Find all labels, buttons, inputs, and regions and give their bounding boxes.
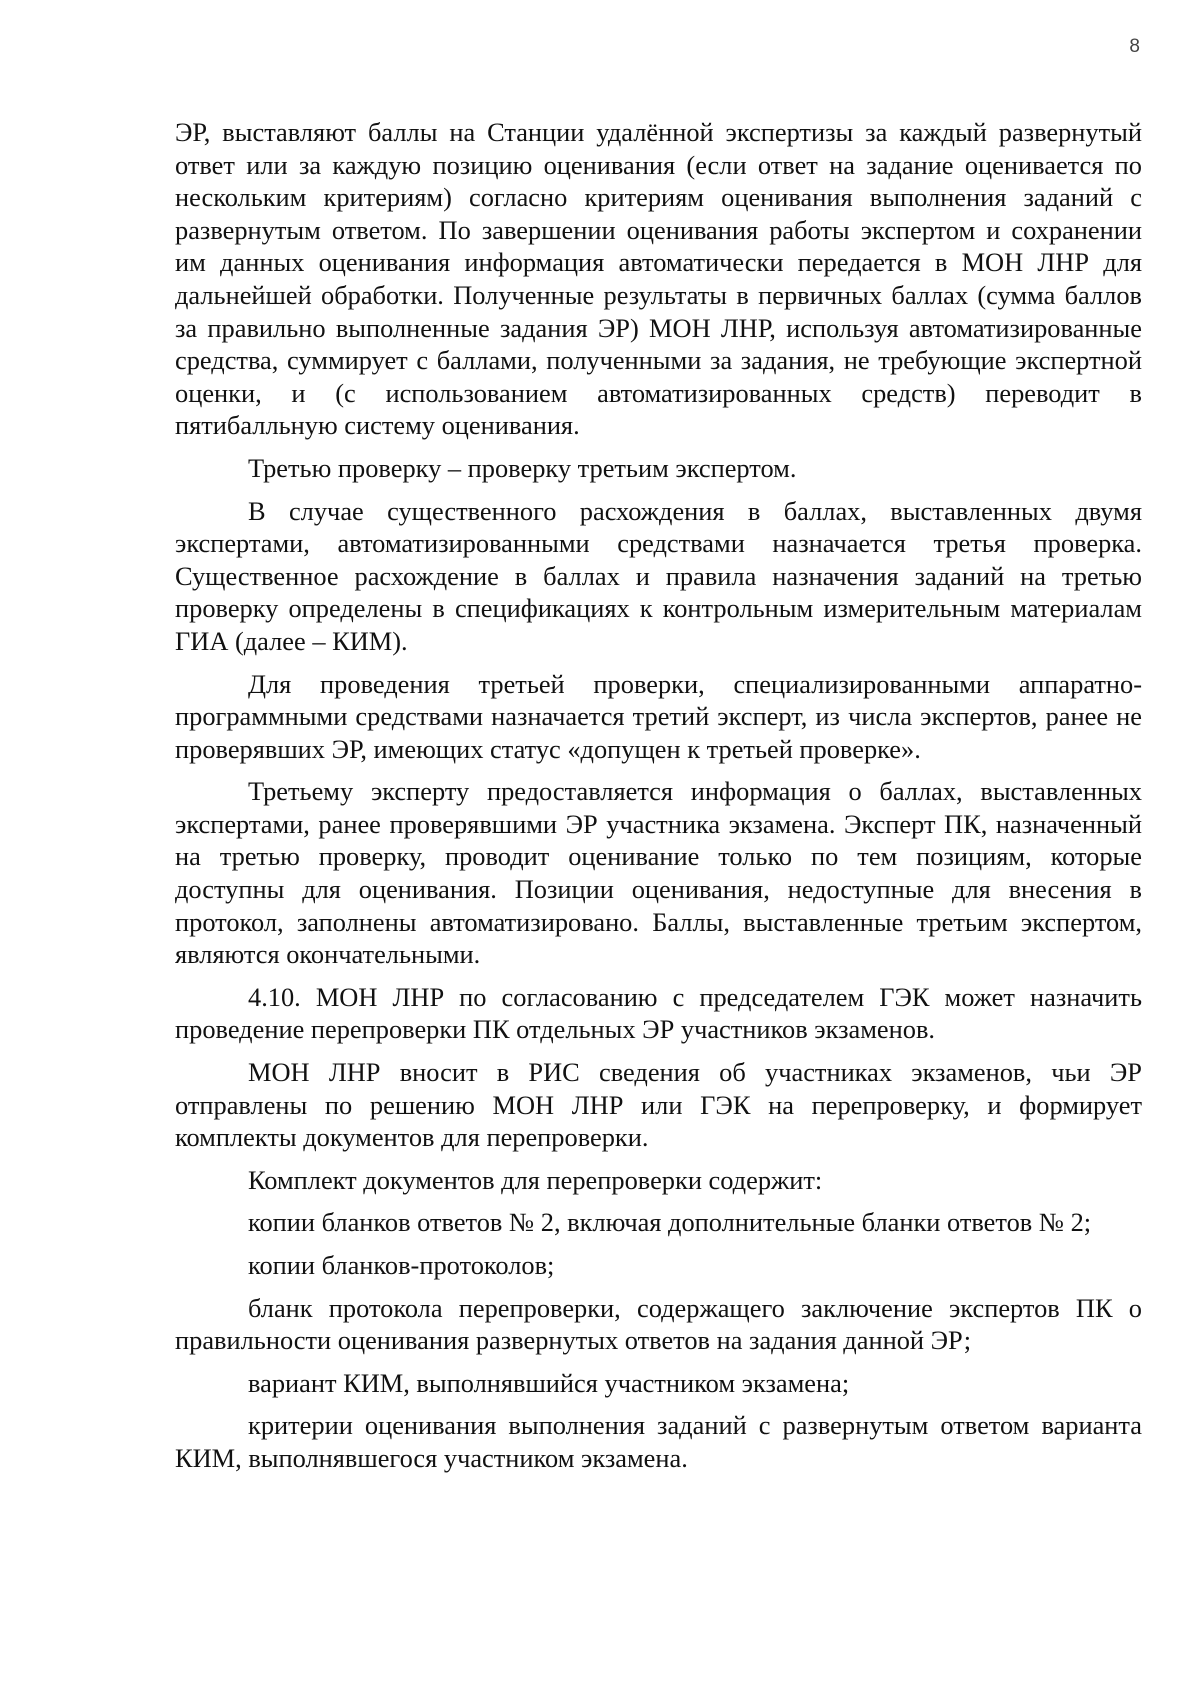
- page-number: 8: [1129, 36, 1140, 57]
- paragraph-third-expert-info: Третьему эксперту предоставляется информация о баллах, выставленных экспертами, ранее проверявшими ЭР участника экзамена. Эксперт ПК, назначенный на третью проверку, проводит оценивание только по тем позициям, которые доступны для оценивания. Позиции оценивания, недоступные для внесения в протокол, заполнены автоматизировано. Баллы, выставленные третьим экспертом, являются окончательными.: [175, 776, 1142, 970]
- paragraph-third-check: Третью проверку – проверку третьим экспертом.: [248, 452, 797, 483]
- paragraph-ris-info: МОН ЛНР вносит в РИС сведения об участниках экзаменов, чьи ЭР отправлены по решению МОН ЛНР или ГЭК на перепроверку, и формирует комплекты документов для перепроверки.: [175, 1057, 1142, 1153]
- paragraph-section-4-10: 4.10. МОН ЛНР по согласованию с председателем ГЭК может назначить проведение перепроверки ПК отдельных ЭР участников экзаменов.: [175, 981, 1142, 1045]
- list-item-kim-variant: вариант КИМ, выполнявшийся участником экзамена;: [248, 1367, 850, 1398]
- list-item-evaluation-criteria: критерии оценивания выполнения заданий с развернутым ответом варианта КИМ, выполнявшегося участником экзамена.: [175, 1410, 1142, 1473]
- list-item-recheck-protocol: бланк протокола перепроверки, содержащего заключение экспертов ПК о правильности оценивания развернутых ответов на задания данной ЭР;: [175, 1292, 1142, 1356]
- paragraph-continuation: ЭР, выставляют баллы на Станции удалённой экспертизы за каждый развернутый ответ или за каждую позицию оценивания (если ответ на задание оценивается по нескольким критериям) согласно критериям оценивания выполнения заданий с развернутым ответом. По завершении оценивания работы экспертом и сохранении им данных оценивания информация автоматически передается в МОН ЛНР для дальнейшей обработки. Полученные результаты в первичных баллах (сумма баллов за правильно выполненные задания ЭР) МОН ЛНР, используя автоматизированные средства, суммирует с баллами, полученными за задания, не требующие экспертной оценки, и (с использованием автоматизированных средств) переводит в пятибалльную систему оценивания.: [175, 117, 1142, 441]
- paragraph-third-expert-assignment: Для проведения третьей проверки, специализированными аппаратно-программными средствами назначается третий эксперт, из числа экспертов, ранее не проверявших ЭР, имеющих статус «допущен к третьей проверке».: [175, 668, 1142, 764]
- list-item-protocol-copies: копии бланков-протоколов;: [248, 1250, 555, 1280]
- list-item-answer-sheet-copies: копии бланков ответов № 2, включая дополнительные бланки ответов № 2;: [248, 1207, 1092, 1238]
- paragraph-discrepancy: В случае существенного расхождения в баллах, выставленных двумя экспертами, автоматизированными средствами назначается третья проверка. Существенное расхождение в баллах и правила назначения заданий на третью проверку определены в спецификациях к контрольным измерительным материалам ГИА (далее – КИМ).: [175, 495, 1142, 656]
- paragraph-document-set: Комплект документов для перепроверки содержит:: [248, 1164, 823, 1195]
- document-body: [175, 116, 1142, 1485]
